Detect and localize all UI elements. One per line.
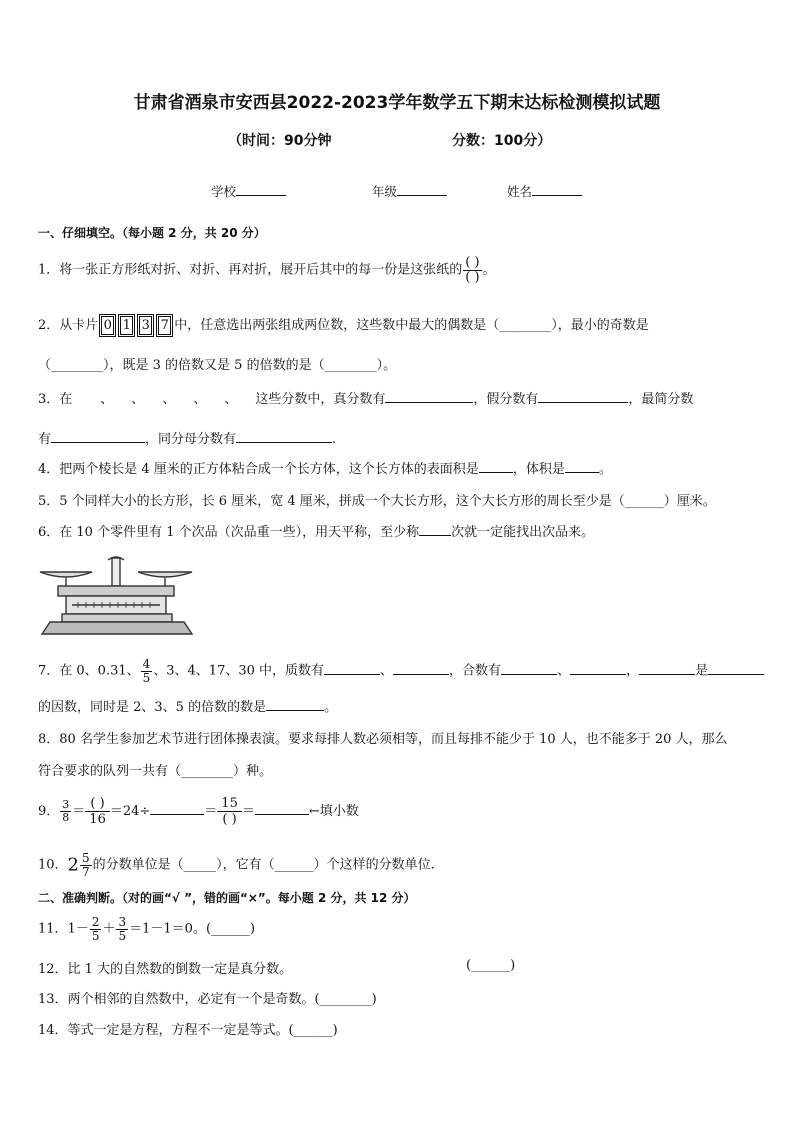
q7-blank-factor — [639, 662, 695, 675]
q7-text-e: 的因数，同时是 2、3、5 的倍数的数是 — [38, 700, 267, 715]
q9-blank-decimal — [255, 802, 309, 815]
question-2 — [38, 314, 649, 337]
q9-fraction-3-numerator: 15 — [217, 796, 242, 812]
q10-fraction-numerator: 5 — [82, 851, 90, 865]
q4-text-b: ，体积是 — [512, 462, 565, 477]
question-7 — [38, 658, 764, 684]
q3-sep: 、 — [224, 392, 238, 407]
q3-text-f: ，同分母分数有 — [145, 432, 237, 447]
q7-comma: ， — [626, 663, 640, 679]
school-label: 学校 — [211, 184, 237, 199]
q11-fraction-2-denominator: 5 — [118, 928, 127, 943]
question-12: 12．比 1 大的自然数的倒数一定是真分数。 — [38, 962, 293, 977]
exam-score: 分数：100分） — [452, 133, 552, 149]
question-7-line-2 — [38, 696, 337, 715]
q10-fraction-denominator: 7 — [82, 864, 90, 879]
q10-text-b: 的分数单位是（_____），它有（______）个这样的分数单位. — [92, 857, 435, 873]
q7-blank-prime-1 — [324, 662, 380, 675]
q3-blank-proper — [385, 390, 473, 403]
q2-text-b: 中，任意选出两张组成两位数，这些数中最大的偶数是（________），最小的奇数是 — [174, 318, 649, 333]
name-blank — [532, 183, 582, 196]
question-5: 5．5 个同样大小的长方形，长 6 厘米，宽 4 厘米，拼成一个大长方形，这个大长方形的周长至少是（______）厘米。 — [38, 494, 716, 509]
question-2-line-2: （________），既是 3 的倍数又是 5 的倍数的是（________）。 — [38, 358, 397, 373]
q9-blank-divisor — [150, 802, 204, 815]
q7-text-f: 。 — [324, 700, 338, 715]
q11-text-a: 11．1－ — [38, 921, 89, 937]
q9-fraction-2-denominator: 16 — [89, 812, 106, 827]
school-field — [211, 182, 286, 200]
name-label: 姓名 — [507, 184, 533, 199]
q11-fraction-1-denominator: 5 — [91, 928, 100, 943]
q1-denominator: ( ) — [465, 269, 480, 285]
q11-fraction-1-numerator: 2 — [91, 915, 100, 929]
question-9 — [38, 796, 359, 827]
balance-scale-icon — [38, 552, 196, 638]
q1-end: 。 — [482, 262, 496, 278]
q11-text-b: ＝1－1＝0。(______) — [129, 921, 256, 937]
q10-label: 10． — [38, 857, 68, 873]
q9-fraction-2-numerator: ( ) — [85, 796, 110, 812]
digit-card — [137, 314, 154, 337]
q9-text-b: ＝24÷ — [109, 804, 151, 819]
q7-blank-common-multiple — [266, 698, 324, 711]
q7-text-c: ，合数有 — [449, 663, 502, 679]
question-6 — [38, 521, 594, 540]
grade-field — [372, 182, 447, 200]
question-4 — [38, 458, 612, 477]
q11-fraction-2-numerator: 3 — [118, 915, 127, 929]
q7-text-d: 是 — [695, 663, 709, 679]
grade-label: 年级 — [372, 184, 398, 199]
q9-fraction-1-denominator: 8 — [62, 811, 70, 824]
name-field — [507, 182, 582, 200]
question-10 — [38, 852, 435, 878]
q7-text-a: 7．在 0、0.31、 — [38, 663, 140, 679]
q6-text-b: 次就一定能找出次品来。 — [451, 525, 595, 540]
q7-text-b: 、3、4、17、30 中，质数有 — [153, 663, 325, 679]
q4-text-a: 4．把两个棱长是 4 厘米的正方体粘合成一个长方体，这个长方体的表面积是 — [38, 462, 479, 477]
q1-numerator: ( ) — [465, 255, 480, 270]
q9-text-c: ←填小数 — [308, 804, 359, 819]
q3-sep: 、 — [100, 392, 114, 407]
card-1: 1 — [120, 316, 133, 335]
card-0: 0 — [101, 316, 114, 335]
question-11 — [38, 916, 255, 942]
q7-fraction-numerator: 4 — [142, 657, 151, 671]
q6-text-a: 6．在 10 个零件里有 1 个次品（次品重一些），用天平称，至少称 — [38, 525, 420, 540]
section-2-heading: 二、准确判断。（对的画“√ ”，错的画“×”。每小题 2 分，共 12 分） — [38, 891, 416, 905]
q3-text-b: 这些分数中，真分数有 — [255, 392, 386, 407]
question-14: 14．等式一定是方程，方程不一定是等式。(______) — [38, 1023, 338, 1038]
question-3-line-2 — [38, 428, 336, 447]
question-8-line-2: 符合要求的队列一共有（________）种。 — [38, 764, 273, 779]
q2-text-a: 2．从卡片 — [38, 318, 99, 333]
q9-label: 9． — [38, 804, 60, 819]
question-3 — [38, 388, 693, 407]
q3-blank-improper — [538, 390, 628, 403]
question-1 — [38, 256, 496, 284]
q1-text: 1．将一张正方形纸对折、对折、再对折，展开后其中的每一份是这张纸的 — [38, 262, 463, 278]
q4-blank-volume — [565, 460, 599, 473]
q10-whole: 2 — [67, 854, 79, 876]
q9-equals: ＝ — [241, 804, 255, 819]
school-blank — [236, 183, 286, 196]
grade-blank — [397, 183, 447, 196]
card-3: 7 — [158, 316, 171, 335]
q7-sep: 、 — [380, 663, 394, 679]
q9-equals: ＝ — [72, 804, 86, 819]
q7-blank-multiple — [708, 662, 764, 675]
question-8: 8．80 名学生参加艺术节进行团体操表演。要求每排人数必须相等，而且每排不能少于 10 人，也不能多于 20 人，那么 — [38, 732, 728, 747]
exam-time: （时间：90分钟 — [228, 133, 332, 149]
q3-blank-same-denominator — [236, 430, 332, 443]
digit-card — [118, 314, 135, 337]
digit-card — [156, 314, 173, 337]
q3-sep: 、 — [162, 392, 176, 407]
q9-fraction-3-denominator: ( ) — [222, 812, 237, 827]
q7-fraction-denominator: 5 — [142, 670, 151, 685]
q9-fraction-1-numerator: 3 — [62, 798, 70, 812]
q3-text-a: 3．在 — [38, 392, 73, 407]
page-title: 甘肃省酒泉市安西县2022-2023学年数学五下期末达标检测模拟试题 — [133, 93, 661, 113]
q3-blank-simplest — [51, 430, 145, 443]
digit-card — [99, 314, 116, 337]
q4-blank-area — [479, 460, 513, 473]
card-2: 3 — [139, 316, 152, 335]
question-12-answer: (______) — [466, 958, 516, 973]
q7-blank-composite-2 — [570, 662, 626, 675]
section-1-heading: 一、仔细填空。（每小题 2 分，共 20 分） — [38, 226, 266, 240]
q3-text-c: ，假分数有 — [473, 392, 539, 407]
q4-text-c: 。 — [598, 462, 612, 477]
q3-text-e: 有 — [38, 432, 52, 447]
q3-sep: 、 — [131, 392, 145, 407]
q9-equals: ＝ — [204, 804, 218, 819]
question-13: 13．两个相邻的自然数中，必定有一个是奇数。(________) — [38, 992, 377, 1007]
q3-text-g: . — [332, 432, 337, 447]
q7-blank-composite-1 — [501, 662, 557, 675]
q6-blank — [419, 523, 451, 536]
q11-plus: ＋ — [102, 921, 116, 937]
q3-text-d: ，最简分数 — [628, 392, 694, 407]
q7-blank-prime-2 — [393, 662, 449, 675]
q7-sep: 、 — [557, 663, 571, 679]
q3-sep: 、 — [193, 392, 207, 407]
